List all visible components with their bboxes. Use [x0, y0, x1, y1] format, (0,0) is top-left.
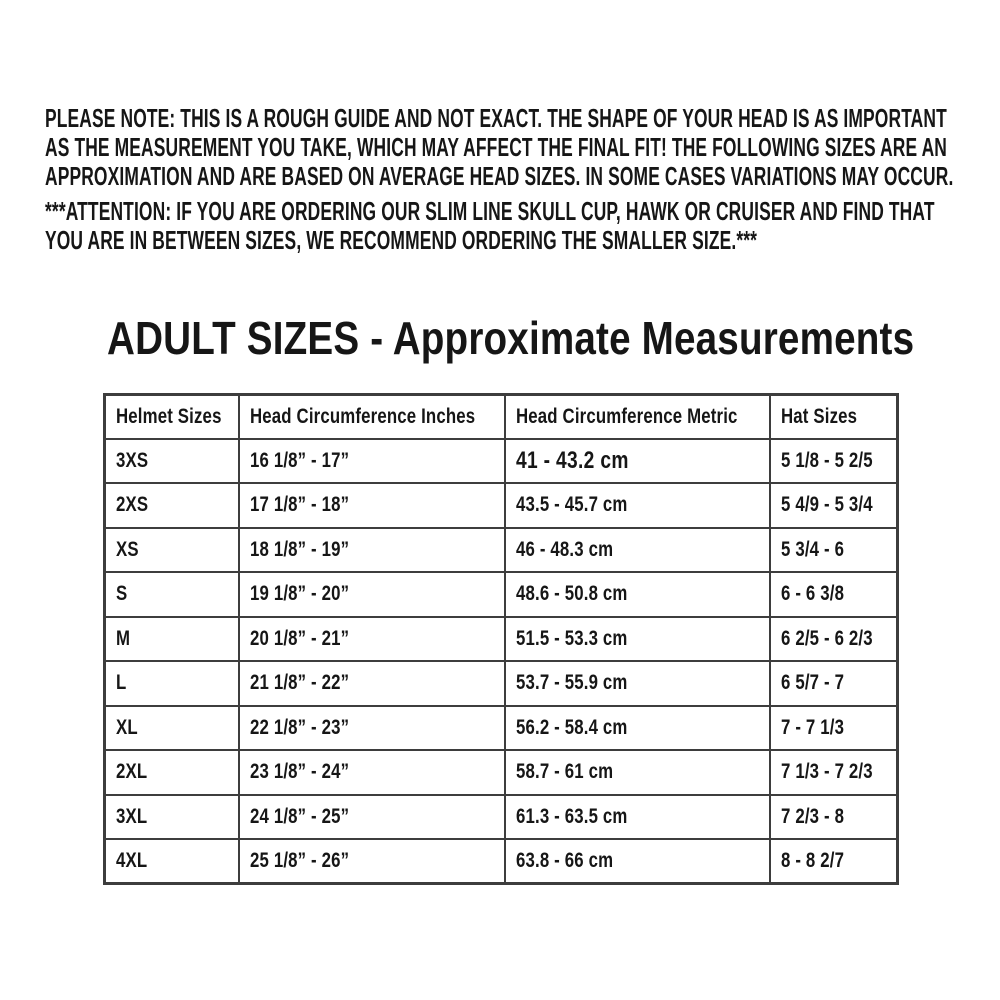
metric-cell: 46 - 48.3 cm — [505, 528, 770, 573]
metric-cell: 63.8 - 66 cm — [505, 839, 770, 884]
hat-size-cell: 5 1/8 - 5 2/5 — [770, 439, 898, 484]
table-row — [105, 795, 898, 840]
inches-cell: 22 1/8” - 23” — [239, 706, 505, 751]
table-row — [105, 661, 898, 706]
hat-size-cell: 5 4/9 - 5 3/4 — [770, 483, 898, 528]
hat-size-cell: 7 2/3 - 8 — [770, 795, 898, 840]
table-row — [105, 483, 898, 528]
hat-sizes-header: Hat Sizes — [770, 395, 898, 439]
inches-cell: 20 1/8” - 21” — [239, 617, 505, 662]
helmet-size-cell: 2XS — [105, 483, 239, 528]
page-title: ADULT SIZES - Approximate Measurements — [107, 312, 915, 364]
table-row — [105, 750, 898, 795]
please-note-line: AS THE MEASUREMENT YOU TAKE, WHICH MAY AFFECT THE FINAL FIT! THE FOLLOWING SIZES ARE AN — [45, 132, 948, 162]
helmet-size-cell: XS — [105, 528, 239, 573]
helmet-size-cell: 4XL — [105, 839, 239, 884]
metric-cell: 61.3 - 63.5 cm — [505, 795, 770, 840]
hat-size-cell: 6 2/5 - 6 2/3 — [770, 617, 898, 662]
hat-size-cell: 5 3/4 - 6 — [770, 528, 898, 573]
inches-cell: 19 1/8” - 20” — [239, 572, 505, 617]
inches-cell: 25 1/8” - 26” — [239, 839, 505, 884]
helmet-size-cell: XL — [105, 706, 239, 751]
hat-size-cell: 6 - 6 3/8 — [770, 572, 898, 617]
metric-cell: 51.5 - 53.3 cm — [505, 617, 770, 662]
helmet-size-cell: S — [105, 572, 239, 617]
metric-cell: 58.7 - 61 cm — [505, 750, 770, 795]
hat-size-cell: 7 - 7 1/3 — [770, 706, 898, 751]
helmet-sizes-header: Helmet Sizes — [105, 395, 239, 439]
please-note-text — [45, 104, 953, 191]
please-note-line: PLEASE NOTE: THIS IS A ROUGH GUIDE AND NOT EXACT. THE SHAPE OF YOUR HEAD IS AS IMPORTANT — [45, 103, 947, 133]
attention-line: ***ATTENTION: IF YOU ARE ORDERING OUR SLIM LINE SKULL CUP, HAWK OR CRUISER AND FIND THAT — [45, 196, 935, 226]
table-row — [105, 839, 898, 884]
hat-size-cell: 7 1/3 - 7 2/3 — [770, 750, 898, 795]
table-row — [105, 439, 898, 484]
table-header-row — [105, 395, 898, 439]
hat-size-cell: 8 - 8 2/7 — [770, 839, 898, 884]
inches-cell: 16 1/8” - 17” — [239, 439, 505, 484]
metric-cell: 41 - 43.2 cm — [505, 439, 770, 484]
inches-cell: 18 1/8” - 19” — [239, 528, 505, 573]
metric-cell: 43.5 - 45.7 cm — [505, 483, 770, 528]
table-row — [105, 617, 898, 662]
attention-text — [45, 197, 935, 255]
table-row — [105, 706, 898, 751]
table-row — [105, 528, 898, 573]
helmet-size-cell: 2XL — [105, 750, 239, 795]
attention-line: YOU ARE IN BETWEEN SIZES, WE RECOMMEND ORDERING THE SMALLER SIZE.*** — [45, 225, 758, 255]
helmet-size-cell: 3XL — [105, 795, 239, 840]
inches-header: Head Circumference Inches — [239, 395, 505, 439]
table-row — [105, 572, 898, 617]
hat-size-cell: 6 5/7 - 7 — [770, 661, 898, 706]
metric-cell: 48.6 - 50.8 cm — [505, 572, 770, 617]
metric-header: Head Circumference Metric — [505, 395, 770, 439]
helmet-size-cell: 3XS — [105, 439, 239, 484]
inches-cell: 24 1/8” - 25” — [239, 795, 505, 840]
inches-cell: 17 1/8” - 18” — [239, 483, 505, 528]
metric-cell: 56.2 - 58.4 cm — [505, 706, 770, 751]
inches-cell: 21 1/8” - 22” — [239, 661, 505, 706]
metric-cell: 53.7 - 55.9 cm — [505, 661, 770, 706]
inches-cell: 23 1/8” - 24” — [239, 750, 505, 795]
size-table — [103, 393, 899, 885]
helmet-size-cell: M — [105, 617, 239, 662]
please-note-line: APPROXIMATION AND ARE BASED ON AVERAGE HEAD SIZES. IN SOME CASES VARIATIONS MAY OCCUR. — [45, 161, 954, 191]
helmet-size-cell: L — [105, 661, 239, 706]
